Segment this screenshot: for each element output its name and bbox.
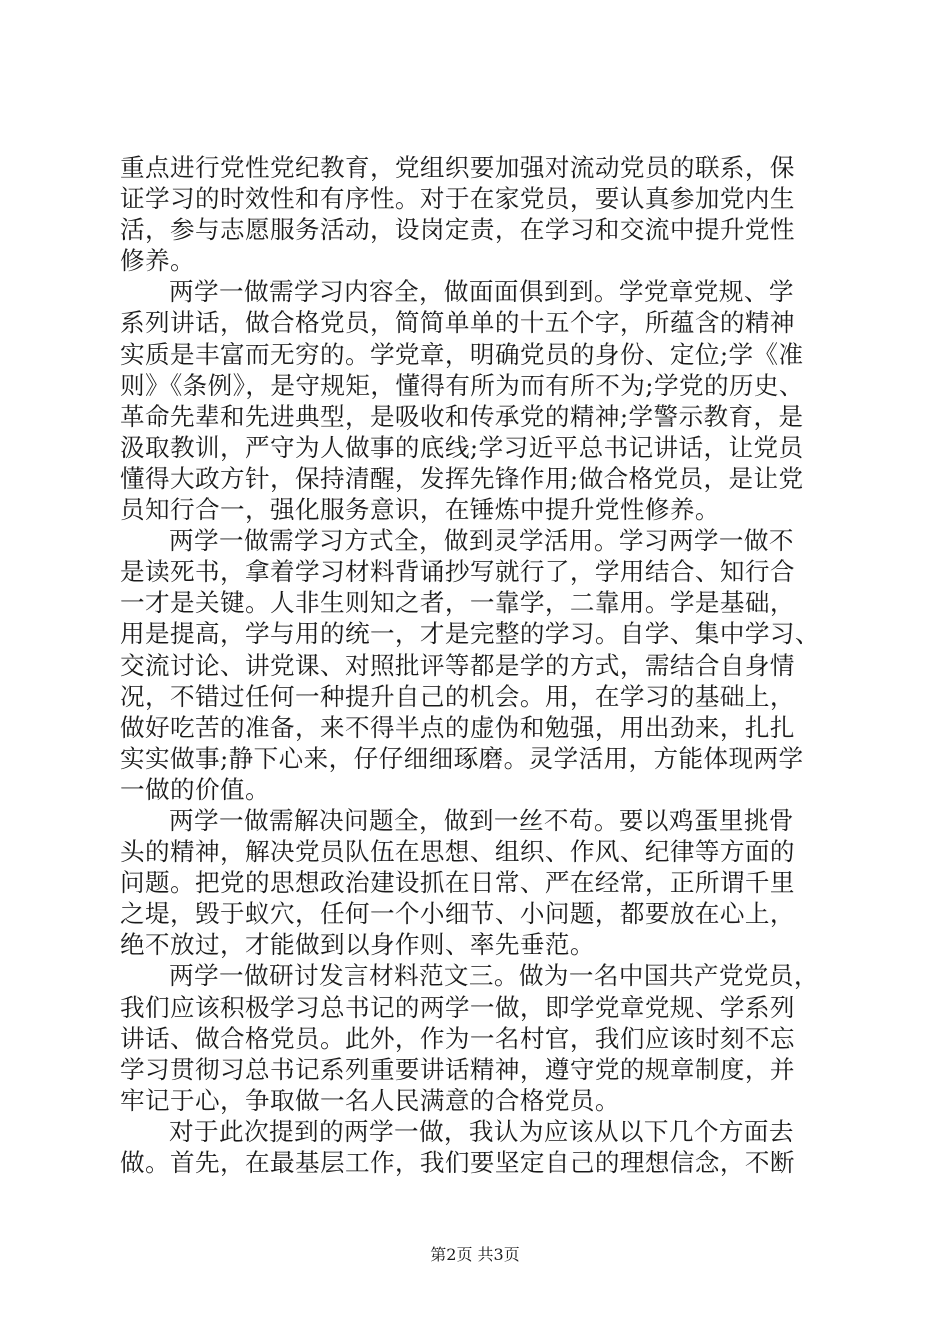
text-line: 做好吃苦的准备，来不得半点的虚伪和勉强，用出劲来，扎扎 — [120, 712, 795, 742]
text-line: 重点进行党性党纪教育，党组织要加强对流动党员的联系，保 — [120, 153, 795, 182]
text-line: 牢记于心，争取做一名人民满意的合格党员。 — [120, 1085, 620, 1115]
text-line: 头的精神，解决党员队伍在思想、组织、作风、纪律等方面的 — [120, 837, 795, 867]
text-line: 学习贯彻习总书记系列重要讲话精神，遵守党的规章制度，并 — [120, 1054, 795, 1084]
text-line: 问题。把党的思想政治建设抓在日常、严在经常，正所谓千里 — [120, 868, 795, 898]
text-line: 绝不放过，才能做到以身作则、率先垂范。 — [120, 930, 595, 960]
paragraph-first-line: 两学一做需解决问题全，做到一丝不苟。要以鸡蛋里挑骨 — [169, 805, 794, 835]
text-line: 交流讨论、讲党课、对照批评等都是学的方式，需结合自身情 — [120, 650, 795, 680]
text-line: 一做的价值。 — [120, 774, 270, 804]
text-line: 我们应该积极学习总书记的两学一做，即学党章党规、学系列 — [120, 992, 795, 1022]
text-line: 用是提高，学与用的统一，才是完整的学习。自学、集中学习、 — [120, 619, 820, 649]
text-line: 实质是丰富而无穷的。学党章，明确党员的身份、定位;学《准 — [120, 339, 804, 369]
text-line: 一才是关键。人非生则知之者，一靠学，二靠用。学是基础， — [120, 588, 795, 618]
text-line: 讲话、做合格党员。此外，作为一名村官，我们应该时刻不忘 — [120, 1023, 795, 1053]
paragraph-first-line: 两学一做研讨发言材料范文三。做为一名中国共产党党员， — [169, 961, 819, 991]
text-line: 证学习的时效性和有序性。对于在家党员，要认真参加党内生 — [120, 184, 795, 214]
paragraph-first-line: 两学一做需学习内容全，做面面俱到到。学党章党规、学 — [169, 277, 794, 307]
text-line: 况，不错过任何一种提升自己的机会。用，在学习的基础上， — [120, 681, 795, 711]
text-line: 系列讲话，做合格党员，简简单单的十五个字，所蕴含的精神 — [120, 308, 795, 338]
text-line: 员知行合一，强化服务意识，在锤炼中提升党性修养。 — [120, 495, 720, 525]
text-line: 修养。 — [120, 246, 195, 276]
paragraph-first-line: 两学一做需学习方式全，做到灵学活用。学习两学一做不 — [169, 526, 794, 556]
text-line: 之堤，毁于蚁穴，任何一个小细节、小问题，都要放在心上， — [120, 899, 795, 929]
document-body — [120, 152, 832, 1178]
text-line: 革命先辈和先进典型，是吸收和传承党的精神;学警示教育，是 — [120, 401, 804, 431]
text-line: 汲取教训，严守为人做事的底线;学习近平总书记讲话，让党员 — [120, 432, 804, 462]
text-line: 做。首先，在最基层工作，我们要坚定自己的理想信念，不断 — [120, 1148, 795, 1177]
text-line: 是读死书，拿着学习材料背诵抄写就行了，学用结合、知行合 — [120, 557, 795, 587]
page-number-footer: 第2页 共3页 — [430, 1245, 520, 1264]
text-line: 活，参与志愿服务活动，设岗定责，在学习和交流中提升党性 — [120, 215, 795, 245]
text-line: 则》《条例》，是守规矩，懂得有所为而有所不为;学党的历史、 — [120, 370, 804, 400]
paragraph-first-line: 对于此次提到的两学一做，我认为应该从以下几个方面去 — [169, 1116, 794, 1146]
text-line: 实实做事;静下心来，仔仔细细琢磨。灵学活用，方能体现两学 — [120, 743, 804, 773]
text-line: 懂得大政方针，保持清醒，发挥先锋作用;做合格党员，是让党 — [120, 463, 804, 493]
